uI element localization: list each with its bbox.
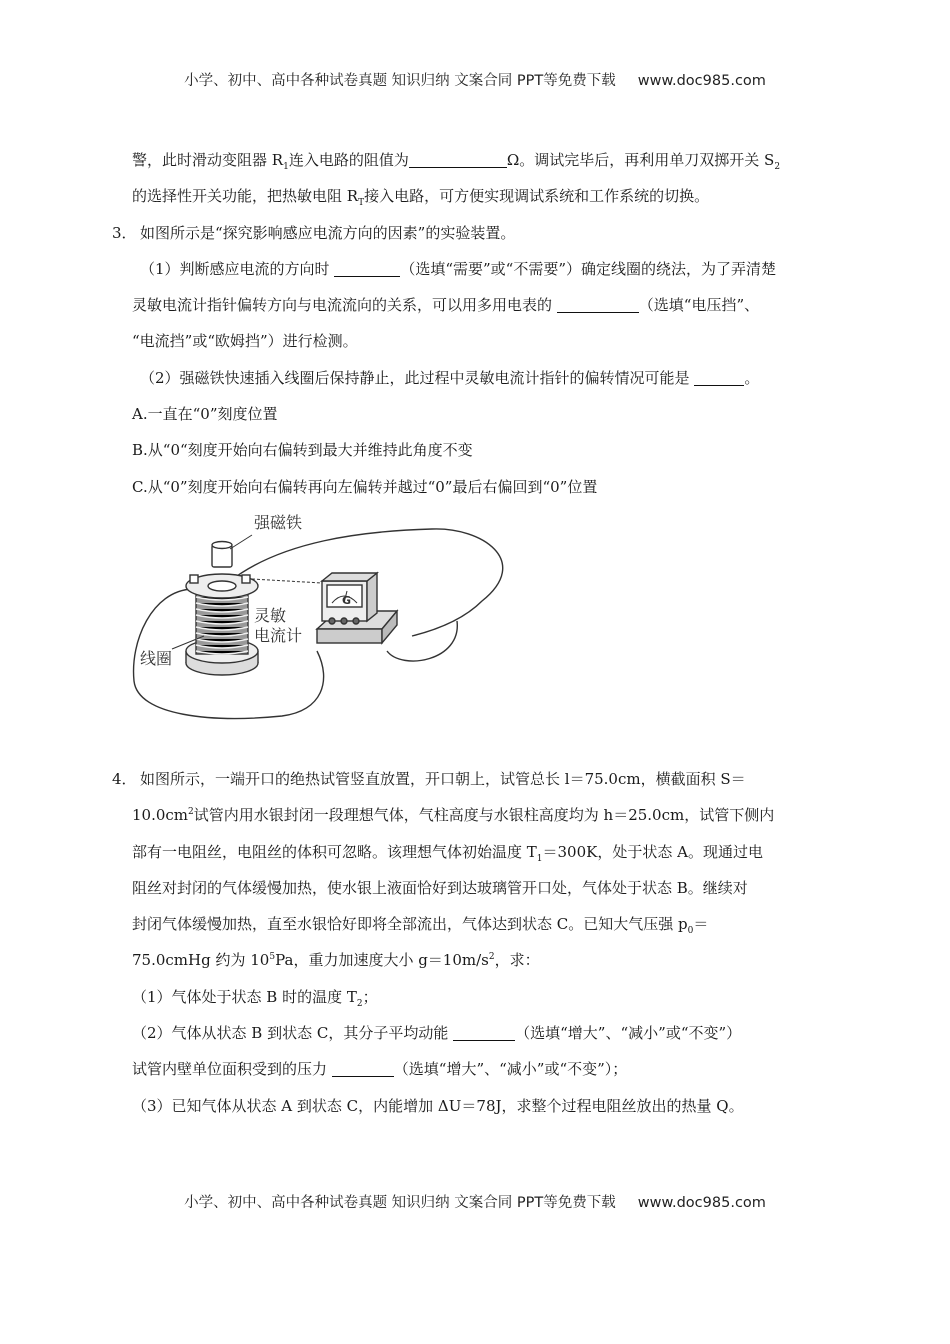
q3-part1-line2: 灵敏电流计指针偏转方向与电流流向的关系，可以用多用电表的 （选填“电压挡”、 <box>132 296 760 315</box>
footer-text: 小学、初中、高中各种试卷真题 知识归纳 文案合同 PPT等免费下载 <box>184 1195 616 1211</box>
galvanometer-label-1: 灵敏 <box>254 605 287 625</box>
q4-line-1: 4． 如图所示，一端开口的绝热试管竖直放置，开口朝上，试管总长 l＝75.0cm，横截面积 S＝ <box>132 761 844 797</box>
question-number: 4． <box>112 769 137 788</box>
page-content <box>112 142 844 1124</box>
page-header <box>0 69 950 90</box>
answer-blank <box>332 1061 394 1077</box>
q4-line-5: 封闭气体缓慢加热，直至水银恰好即将全部流出，气体达到状态 C。已知大气压强 $p_0=$ <box>132 915 709 937</box>
q3-part1-line1: （1）判断感应电流的方向时 （选填“需要”或“不需要”）确定线圈的绕法，为了弄清楚 <box>140 259 777 278</box>
q4-line-2: $10.0cm^2$试管内用水银封闭一段理想气体，气柱高度与水银柱高度均为 h＝25.0cm，试管下侧内 <box>132 806 775 825</box>
q3-intro: 3． 如图所示是“探究影响感应电流方向的因素”的实验装置。 <box>132 215 844 251</box>
galvanometer-g-mark: G <box>342 593 352 607</box>
coil-label: 线圈 <box>140 648 173 668</box>
q3-part1-line3: “电流挡”或“欧姆挡”）进行检测。 <box>132 332 358 351</box>
q4-sub-3: （3）已知气体从状态 A 到状态 C，内能增加 ΔU＝78J，求整个过程电阻丝放出的热量 Q。 <box>132 1096 744 1115</box>
answer-blank <box>694 370 744 386</box>
q4-line-6: 75.0cmHg 约为 $10^5Pa$，重力加速度大小 $g=10m/s^2$，求： <box>132 951 540 970</box>
answer-blank <box>453 1025 515 1041</box>
answer-blank <box>334 261 400 277</box>
q2-line-1: 警，此时滑动变阻器 $R_1$连入电路的阻值为 Ω。调试完毕后，再利用单刀双掷开关 $S_2$ <box>132 151 781 172</box>
induction-experiment-figure <box>132 511 844 727</box>
apparatus-drawing <box>132 511 844 727</box>
header-url[interactable]: www.doc985.com <box>637 73 766 89</box>
galv-leader-line <box>252 579 322 583</box>
answer-blank <box>557 297 639 313</box>
q3-option-b: B.从“0“刻度开始向右偏转到最大并维持此角度不变 <box>132 441 473 460</box>
answer-blank <box>409 152 507 168</box>
galvanometer-label-2: 电流计 <box>254 625 303 645</box>
question-number: 3． <box>112 223 137 242</box>
q4-sub-2-line1: （2）气体从状态 B 到状态 C，其分子平均动能 （选填“增大”、“减小”或“不变”） <box>132 1024 742 1043</box>
q4-line-3: 部有一电阻丝，电阻丝的体积可忽略。该理想气体初始温度 $T_1=300K$，处于状态 A。现通过电 <box>132 842 763 864</box>
q2-line-2: 的选择性开关功能，把热敏电阻 $R_T$接入电路，可方便实现调试系统和工作系统的切换。 <box>132 187 710 209</box>
header-text: 小学、初中、高中各种试卷真题 知识归纳 文案合同 PPT等免费下载 <box>184 73 616 89</box>
q3-option-a: A.一直在“0”刻度位置 <box>132 405 278 424</box>
q4-sub-1: （1）气体处于状态 B 时的温度 $T_2$； <box>132 987 378 1009</box>
q4-line-4: 阻丝对封闭的气体缓慢加热，使水银上液面恰好到达玻璃管开口处，气体处于状态 B。继续对 <box>132 878 748 897</box>
q3-part2: （2）强磁铁快速插入线圈后保持静止，此过程中灵敏电流计指针的偏转情况可能是 。 <box>140 368 760 387</box>
footer-url[interactable]: www.doc985.com <box>637 1195 766 1211</box>
magnet-label: 强磁铁 <box>254 512 303 532</box>
page-footer <box>0 1191 950 1212</box>
q3-option-c: C.从“0”刻度开始向右偏转再向左偏转并越过“0”最后右偏回到“0”位置 <box>132 477 598 496</box>
magnet-leader-line <box>230 535 252 549</box>
q4-sub-2-line2: 试管内壁单位面积受到的压力 （选填“增大”、“减小”或“不变”）； <box>132 1060 628 1079</box>
